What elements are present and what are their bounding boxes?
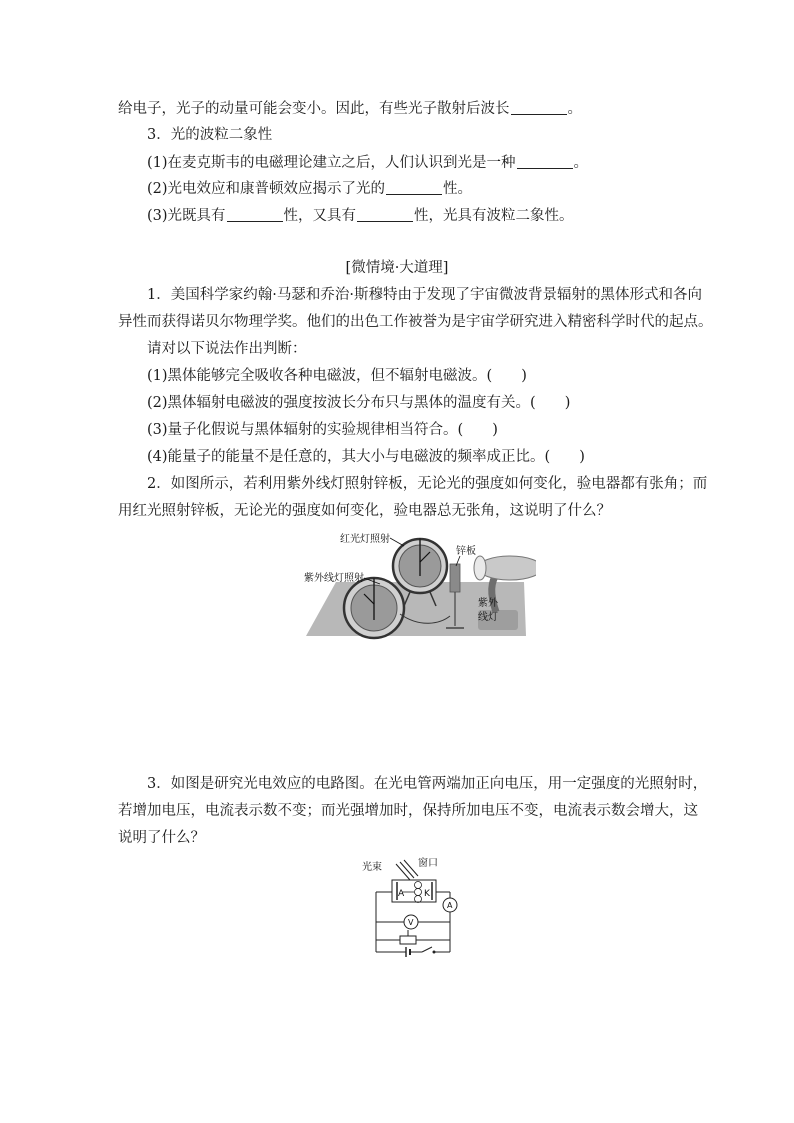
rheostat [400,936,416,944]
electron-2 [415,889,422,896]
continuation-line: 给电子，光子的动量可能会变小。因此，有些光子散射后波长 。 [118,101,582,117]
problem3-line2: 若增加电压，电流表示数不变；而光强增加时，保持所加电压不变，电流表示数会增大，这 [118,803,698,819]
label-lamp-2: 线灯 [478,612,498,623]
label-red-light: 红光灯照射 [340,534,390,545]
section-title: [微情境·大道理] [345,260,449,276]
label-ammeter: A [447,901,453,910]
problem3-line3: 说明了什么？ [118,830,205,846]
problem1-line1: 1．美国科学家约翰·马瑟和乔治·斯穆特由于发现了宇宙微波背景辐射的黑体形式和各向 [147,287,702,303]
circuit-figure [362,852,472,964]
problem2-line2: 用红光照射锌板，无论光的强度如何变化，验电器总无张角，这说明了什么？ [118,503,611,519]
problem1-prompt: 请对以下说法作出判断： [147,341,307,357]
label-voltmeter: V [408,918,414,927]
electron-1 [415,882,422,889]
label-zinc-plate: 锌板 [456,546,476,557]
fill-blank[interactable] [357,207,413,222]
label-cathode: K [424,889,430,899]
statement-1: (1)黑体能够完全吸收各种电磁波，但不辐射电磁波。( ) [147,368,527,384]
fill-blank[interactable] [227,207,283,222]
electroscope-figure [300,524,536,642]
label-anode: A [398,889,405,899]
fill-blank[interactable] [517,154,573,169]
statement-4: (4)能量子的能量不是任意的，其大小与电磁波的频率成正比。( ) [147,449,585,465]
switch-contact [433,951,436,954]
problem2-line1: 2．如图所示，若利用紫外线灯照射锌板，无论光的强度如何变化，验电器都有张角；而 [147,476,708,492]
pointer-red [390,538,404,546]
q3-line: (3)光既具有 性，又具有 性，光具有波粒二象性。 [147,208,574,224]
light-beam-1 [396,864,410,880]
light-beam-3 [404,860,418,876]
electron-3 [415,896,422,903]
switch [422,947,432,952]
fill-blank[interactable] [386,180,442,195]
problem3-line1: 3．如图是研究光电效应的电路图。在光电管两端加正向电压，用一定强度的光照射时， [147,776,708,792]
label-beam: 光束 [362,862,382,873]
electroscope-front [344,578,404,638]
label-uv-light: 紫外线灯照射 [304,573,364,584]
q2-line: (2)光电效应和康普顿效应揭示了光的 性。 [147,181,473,197]
cont-text: 给电子，光子的动量可能会变小。因此，有些光子散射后波长 [118,101,510,117]
problem1-line2: 异性而获得诺贝尔物理学奖。他们的出色工作被誉为是宇宙学研究进入精密科学时代的起点。 [118,314,713,330]
statement-2: (2)黑体辐射电磁波的强度按波长分布只与黑体的温度有关。( ) [147,395,571,411]
q1-line: (1)在麦克斯韦的电磁理论建立之后，人们认识到光是一种 。 [147,155,589,171]
statement-3: (3)量子化假说与黑体辐射的实验规律相当符合。( ) [147,422,498,438]
label-window: 窗口 [418,858,438,869]
item3-title: 3．光的波粒二象性 [147,127,273,143]
fill-blank[interactable] [511,100,567,115]
light-beam-2 [400,862,414,878]
label-lamp-1: 紫外 [478,598,498,609]
